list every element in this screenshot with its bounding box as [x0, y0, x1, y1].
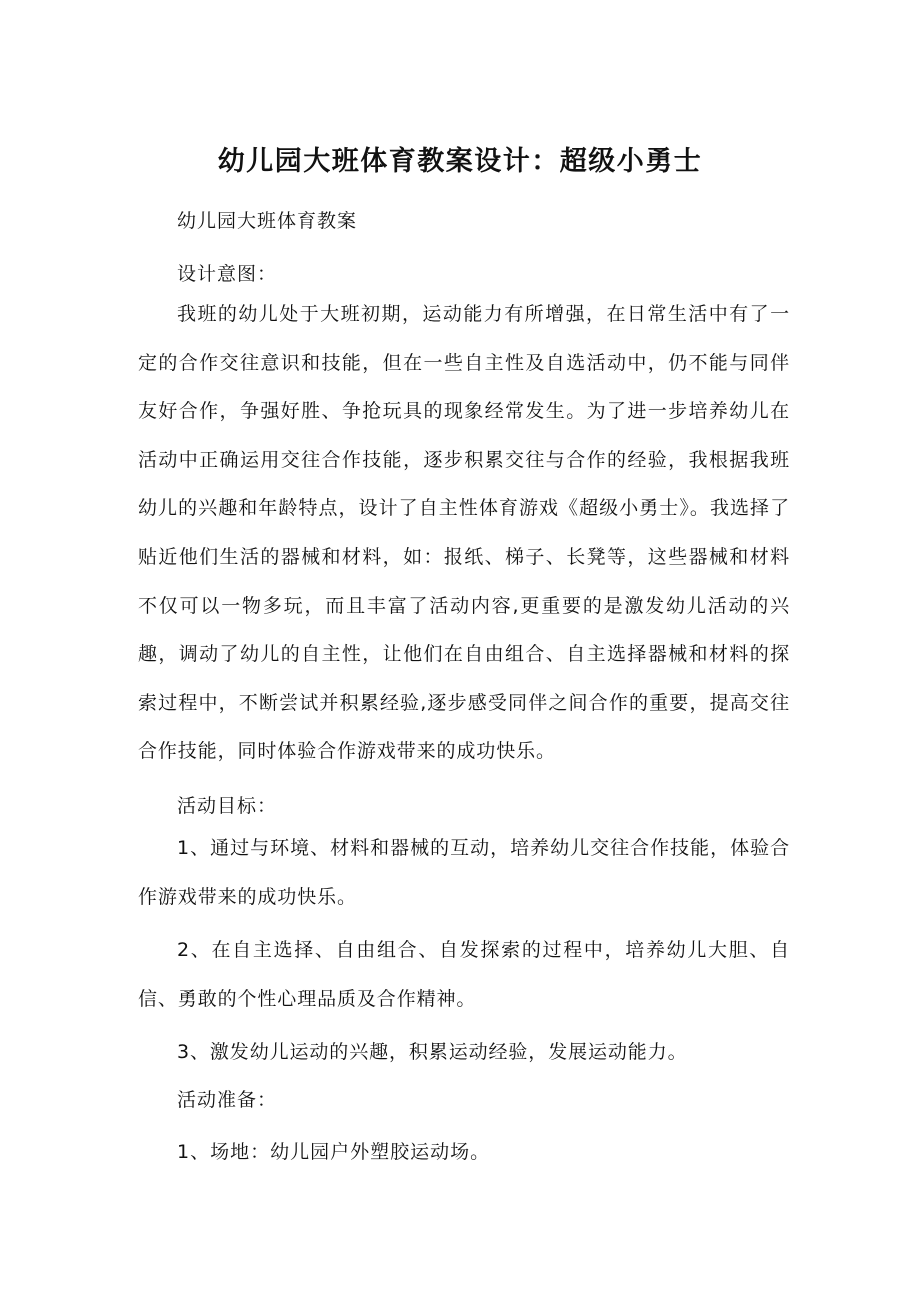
design-intent-paragraph: 我班的幼儿处于大班初期，运动能力有所增强，在日常生活中有了一定的合作交往意识和技能，但在一些自主性及自选活动中，仍不能与同伴友好合作，争强好胜、争抢玩具的现象经常发生。为了进一步培养幼儿在活动中正确运用交往合作技能，逐步积累交往与合作的经验，我根据我班幼儿的兴趣和年龄特点，设计了自主性体育游戏《超级小勇士》。我选择了贴近他们生活的器械和材料，如：报纸、梯子、长凳等，这些器械和材料不仅可以一物多玩，而且丰富了活动内容,更重要的是激发幼儿活动的兴趣，调动了幼儿的自主性，让他们在自由组合、自主选择器械和材料的探索过程中，不断尝试并积累经验,逐步感受同伴之间合作的重要，提高交往合作技能，同时体验合作游戏带来的成功快乐。: [138, 303, 790, 763]
prep-heading: 活动准备：: [177, 1089, 278, 1111]
goal-item-3: 3、激发幼儿运动的兴趣，积累运动经验，发展运动能力。: [177, 1041, 688, 1063]
prep-item-1: 1、场地：幼儿园户外塑胶运动场。: [177, 1141, 491, 1163]
goal-item-1: 1、通过与环境、材料和器械的互动，培养幼儿交往合作技能，体验合作游戏带来的成功快乐。: [138, 837, 790, 908]
goals-heading: 活动目标：: [177, 795, 278, 817]
goal-item-2: 2、在自主选择、自由组合、自发探索的过程中，培养幼儿大胆、自信、勇敢的个性心理品质及合作精神。: [138, 939, 790, 1010]
subtitle: 幼儿园大班体育教案: [177, 210, 358, 232]
document-title: 幼儿园大班体育教案设计：超级小勇士: [217, 146, 703, 177]
design-intent-heading: 设计意图：: [177, 263, 278, 285]
